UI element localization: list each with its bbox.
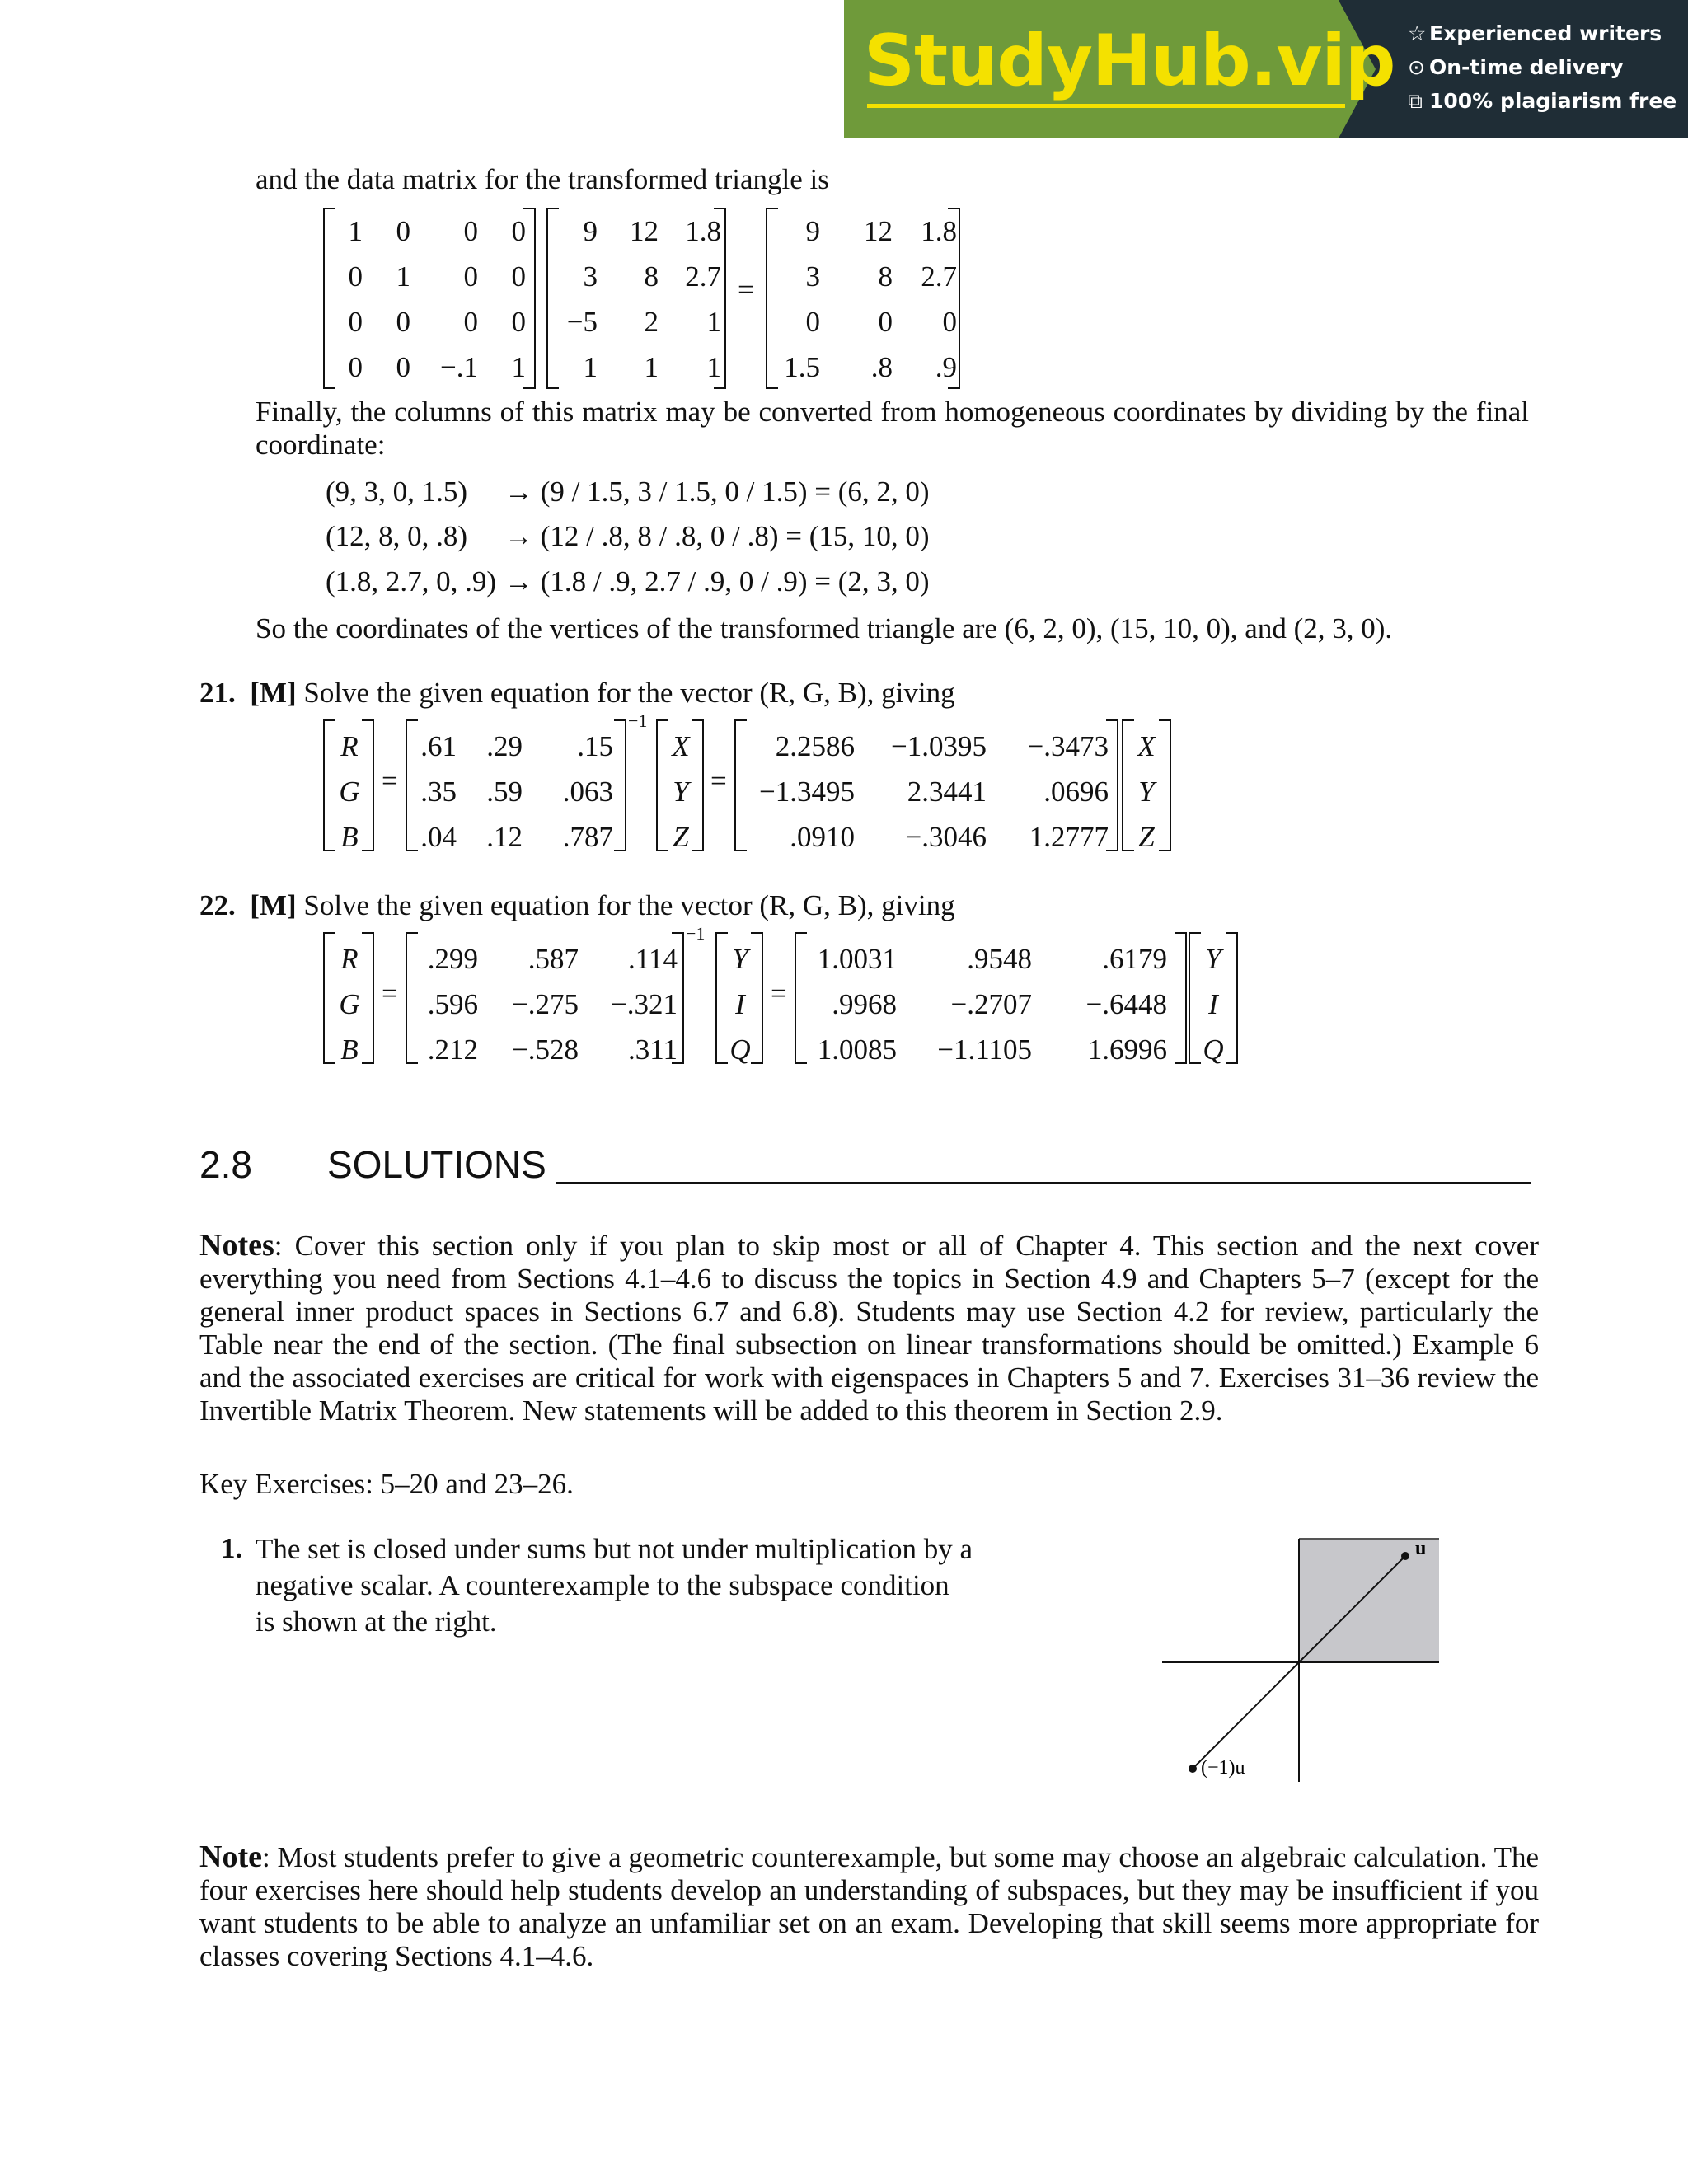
matrix-cell: −1.1105 xyxy=(937,1033,1032,1066)
matrix-cell: 0 xyxy=(511,306,526,338)
matrix-cell: −.1 xyxy=(440,351,478,383)
matrix-cell: .9 xyxy=(935,351,957,383)
matrix-cell: 1.6996 xyxy=(1087,1033,1167,1066)
matrix-row xyxy=(727,1027,753,1072)
matrix-cell: .587 xyxy=(528,943,579,975)
matrix-cell: 1.8 xyxy=(921,215,957,247)
matrix-cell: 3 xyxy=(805,260,820,293)
matrix-cell: −1.3495 xyxy=(759,776,855,808)
matrix-cell: .9968 xyxy=(832,988,897,1020)
matrix-row xyxy=(331,299,526,344)
matrix-cell: .59 xyxy=(486,776,523,808)
matrix-row xyxy=(739,769,1109,814)
conversion-3-lhs: (1.8, 2.7, 0, .9) xyxy=(326,565,497,598)
exercise-21-heading: 21. [M] Solve the given equation for the vector (R, G, B), giving xyxy=(199,677,955,709)
key-exercises: Key Exercises: 5–20 and 23–26. xyxy=(199,1468,574,1500)
ex21-matrix xyxy=(406,719,626,851)
label-u: u xyxy=(1415,1538,1427,1559)
matrix-row xyxy=(331,209,526,254)
matrix-row xyxy=(1200,1027,1226,1072)
conversion-2-rhs: → (12 / .8, 8 / .8, 0 / .8) = (15, 10, 0) xyxy=(504,520,930,552)
matrix-triangle-data xyxy=(546,208,726,389)
matrix-cell: 0 xyxy=(511,215,526,247)
matrix-cell: −.2707 xyxy=(950,988,1032,1020)
matrix-cell: .063 xyxy=(562,776,613,808)
matrix-cell: 1.2777 xyxy=(1029,821,1109,853)
ex22-yiq-vector xyxy=(715,932,763,1064)
matrix-cell: 0 xyxy=(878,306,893,338)
matrix-row xyxy=(1133,769,1160,814)
matrix-cell: 2.2586 xyxy=(775,730,855,762)
ex21-xyz-vector xyxy=(656,719,704,851)
matrix-cell: .9548 xyxy=(967,943,1032,975)
matrix-row xyxy=(336,769,363,814)
matrix-row xyxy=(1200,982,1226,1027)
matrix-cell: 0 xyxy=(511,260,526,293)
matrix-row xyxy=(410,982,678,1027)
conversion-3-rhs: → (1.8 / .9, 2.7 / .9, 0 / .9) = (2, 3, 0) xyxy=(504,565,930,598)
matrix-cell: 1.8 xyxy=(685,215,721,247)
matrix-cell: R xyxy=(340,943,359,975)
matrix-cell: Y xyxy=(673,776,689,808)
matrix-cell: .0696 xyxy=(1043,776,1109,808)
finally-paragraph: Finally, the columns of this matrix may be converted from homogeneous coordinates by dividing by the final coordinate: xyxy=(256,396,1529,461)
ex22-yiq-vector-2 xyxy=(1189,932,1238,1064)
matrix-cell: 9 xyxy=(805,215,820,247)
section-number: 2.8 xyxy=(199,1143,252,1186)
matrix-cell: G xyxy=(339,988,360,1020)
ex21-xyz-vector-2 xyxy=(1122,719,1171,851)
exercise-1-text: The set is closed under sums but not under multiplication by a negative scalar. A counterexample to the subspace condition is shown at the right. xyxy=(256,1533,973,1638)
matrix-row xyxy=(668,814,694,860)
matrix-row xyxy=(336,936,363,982)
equals-sign: = xyxy=(738,274,754,306)
conversion-1-rhs: → (9 / 1.5, 3 / 1.5, 0 / 1.5) = (6, 2, 0) xyxy=(504,476,930,508)
matrix-row xyxy=(799,1027,1167,1072)
brand-banner xyxy=(844,0,1688,138)
matrix-cell: 1.0085 xyxy=(817,1033,897,1066)
ex22-rgb-vector xyxy=(323,932,374,1064)
note-paragraph: Note: Most students prefer to give a geometric counterexample, but some may choose an algebraic calculation. The four exercises here should help students develop an understanding of subspaces, but they may be insufficient if you want students to be able to analyze an unfamiliar set on an exam. Developing that skill seems more appropriate for classes covering Sections 4.1–4.6. xyxy=(199,1840,1539,1972)
conversion-1-lhs: (9, 3, 0, 1.5) xyxy=(326,476,468,508)
matrix-cell: 2.7 xyxy=(685,260,721,293)
matrix-cell: −1.0395 xyxy=(891,730,987,762)
matrix-cell: 0 xyxy=(942,306,957,338)
matrix-cell: .596 xyxy=(427,988,478,1020)
matrix-row xyxy=(551,254,721,299)
matrix-cell: −.3046 xyxy=(905,821,987,853)
matrix-row xyxy=(727,982,753,1027)
matrix-row xyxy=(410,936,678,982)
matrix-cell: 1 xyxy=(511,351,526,383)
matrix-row xyxy=(799,936,1167,982)
matrix-row xyxy=(1133,724,1160,769)
matrix-row xyxy=(336,1027,363,1072)
matrix-cell: I xyxy=(735,988,745,1020)
matrix-cell: .29 xyxy=(486,730,523,762)
matrix-result xyxy=(766,208,960,389)
matrix-cell: .212 xyxy=(427,1033,478,1066)
matrix-cell: Y xyxy=(1205,943,1221,975)
intro-line: and the data matrix for the transformed triangle is xyxy=(256,163,829,195)
note-label: Note xyxy=(199,1840,262,1874)
ex22-inverse-exponent: −1 xyxy=(686,923,706,944)
matrix-cell: .15 xyxy=(577,730,613,762)
matrix-cell: 0 xyxy=(348,306,363,338)
matrix-cell: Z xyxy=(673,821,689,853)
vector-neg-u xyxy=(1193,1662,1299,1769)
matrix-transform xyxy=(323,208,536,389)
matrix-cell: .8 xyxy=(870,351,893,383)
matrix-row xyxy=(668,724,694,769)
equals-sign: = xyxy=(382,977,398,1010)
ex21-inverse-exponent: −1 xyxy=(628,710,648,731)
matrix-row xyxy=(336,724,363,769)
matrix-cell: 0 xyxy=(348,260,363,293)
matrix-row xyxy=(1133,814,1160,860)
exercise-22-heading: 22. [M] Solve the given equation for the vector (R, G, B), giving xyxy=(199,889,955,921)
ex22-inverse-matrix xyxy=(795,932,1187,1064)
matrix-cell: R xyxy=(340,730,359,762)
matrix-row xyxy=(410,769,613,814)
matrix-cell: .6179 xyxy=(1102,943,1167,975)
matrix-cell: Y xyxy=(1138,776,1155,808)
matrix-row xyxy=(331,254,526,299)
matrix-cell: .61 xyxy=(420,730,457,762)
matrix-cell: .12 xyxy=(486,821,523,853)
star-icon: ☆ xyxy=(1408,21,1427,45)
matrix-cell: X xyxy=(672,730,690,762)
feature-experienced-writers: ☆ Experienced writers xyxy=(1408,21,1662,45)
matrix-cell: .35 xyxy=(420,776,457,808)
matrix-row xyxy=(551,299,721,344)
matrix-cell: 8 xyxy=(878,260,893,293)
section-title: SOLUTIONS xyxy=(327,1143,546,1186)
notes-label: Notes xyxy=(199,1228,274,1263)
matrix-cell: 1 xyxy=(396,260,410,293)
matrix-row xyxy=(410,724,613,769)
equals-sign: = xyxy=(710,765,727,797)
equals-sign: = xyxy=(382,765,398,797)
matrix-cell: I xyxy=(1208,988,1218,1020)
matrix-row xyxy=(771,209,957,254)
matrix-cell: 12 xyxy=(630,215,659,247)
equals-sign: = xyxy=(771,977,787,1010)
matrix-row xyxy=(771,344,957,390)
notes-paragraph: Notes: Cover this section only if you plan to skip most or all of Chapter 4. This section and the next cover everything you need from Sections 4.1–4.6 to discuss the topics in Section 4.9 and Chapters 5–7 (except for the general inner product spaces in Sections 6.7 and 6.8). Students may use Section 4.2 for review, particularly the Table near the end of the section. (The final subsection on linear transformations should be omitted.) Example 6 and the associated exercises are critical for work with eigenspaces in Chapters 5 and 7. Exercises 31–36 review the Invertible Matrix Theorem. New statements will be added to this theorem in Section 2.9. xyxy=(199,1228,1539,1427)
matrix-cell: 2.7 xyxy=(921,260,957,293)
matrix-row xyxy=(410,1027,678,1072)
matrix-cell: .311 xyxy=(628,1033,678,1066)
matrix-cell: −.6448 xyxy=(1085,988,1167,1020)
brand-underline xyxy=(867,104,1345,108)
feature-on-time-delivery: ⊙ On-time delivery xyxy=(1408,55,1624,79)
matrix-cell: 0 xyxy=(396,306,410,338)
ex21-rgb-vector xyxy=(323,719,374,851)
matrix-cell: G xyxy=(339,776,360,808)
matrix-cell: 1 xyxy=(348,215,363,247)
matrix-cell: 3 xyxy=(583,260,598,293)
matrix-cell: 12 xyxy=(864,215,893,247)
point-neg-u xyxy=(1189,1765,1197,1773)
matrix-cell: 1.5 xyxy=(784,351,820,383)
matrix-row xyxy=(331,344,526,390)
matrix-cell: .299 xyxy=(427,943,478,975)
conversion-2-lhs: (12, 8, 0, .8) xyxy=(326,520,468,552)
matrix-cell: −.528 xyxy=(512,1033,579,1066)
matrix-cell: Z xyxy=(1138,821,1155,853)
matrix-row xyxy=(727,936,753,982)
conclusion-line: So the coordinates of the vertices of the transformed triangle are (6, 2, 0), (15, 10, 0), and (2, 3, 0). xyxy=(256,612,1393,644)
matrix-row xyxy=(739,814,1109,860)
matrix-cell: X xyxy=(1137,730,1156,762)
matrix-cell: .0910 xyxy=(790,821,855,853)
matrix-cell: 1 xyxy=(583,351,598,383)
matrix-cell: 1 xyxy=(644,351,659,383)
section-rule xyxy=(556,1182,1531,1184)
point-u xyxy=(1401,1552,1409,1560)
ex21-inverse-matrix xyxy=(734,719,1118,851)
label-neg-u: (−1)u xyxy=(1201,1757,1245,1779)
matrix-cell: Q xyxy=(729,1033,751,1066)
matrix-cell: Y xyxy=(732,943,748,975)
matrix-cell: 8 xyxy=(644,260,659,293)
matrix-cell: 1 xyxy=(706,351,721,383)
matrix-row xyxy=(771,299,957,344)
matrix-cell: 0 xyxy=(463,306,478,338)
brand-logo[interactable]: StudyHub.vip xyxy=(864,20,1395,102)
matrix-cell: 0 xyxy=(805,306,820,338)
ex22-matrix xyxy=(406,932,684,1064)
matrix-cell: .114 xyxy=(628,943,678,975)
matrix-cell: 0 xyxy=(396,351,410,383)
matrix-row xyxy=(551,209,721,254)
matrix-cell: −.321 xyxy=(611,988,678,1020)
matrix-row xyxy=(410,814,613,860)
matrix-cell: −.275 xyxy=(512,988,579,1020)
matrix-cell: Q xyxy=(1203,1033,1224,1066)
matrix-cell: 0 xyxy=(348,351,363,383)
subspace-counterexample-figure xyxy=(1158,1535,1442,1790)
copy-icon: ⧉ xyxy=(1408,89,1423,113)
matrix-row xyxy=(799,982,1167,1027)
matrix-row xyxy=(336,982,363,1027)
matrix-cell: 1.0031 xyxy=(817,943,897,975)
matrix-row xyxy=(668,769,694,814)
matrix-row xyxy=(739,724,1109,769)
matrix-cell: B xyxy=(340,821,359,853)
matrix-cell: 2 xyxy=(644,306,659,338)
matrix-cell: 0 xyxy=(463,215,478,247)
matrix-cell: B xyxy=(340,1033,359,1066)
matrix-cell: 0 xyxy=(463,260,478,293)
matrix-cell: −.3473 xyxy=(1027,730,1109,762)
matrix-cell: −5 xyxy=(566,306,598,338)
clock-icon: ⊙ xyxy=(1408,55,1425,79)
feature-plagiarism-free: ⧉ 100% plagiarism free xyxy=(1408,89,1677,113)
matrix-cell: .787 xyxy=(562,821,613,853)
matrix-cell: 1 xyxy=(706,306,721,338)
matrix-row xyxy=(336,814,363,860)
matrix-row xyxy=(551,344,721,390)
matrix-cell: 0 xyxy=(396,215,410,247)
matrix-cell: 9 xyxy=(583,215,598,247)
matrix-row xyxy=(771,254,957,299)
exercise-1-number: 1. xyxy=(221,1532,243,1564)
matrix-row xyxy=(1200,936,1226,982)
matrix-cell: 2.3441 xyxy=(907,776,987,808)
matrix-cell: .04 xyxy=(420,821,457,853)
